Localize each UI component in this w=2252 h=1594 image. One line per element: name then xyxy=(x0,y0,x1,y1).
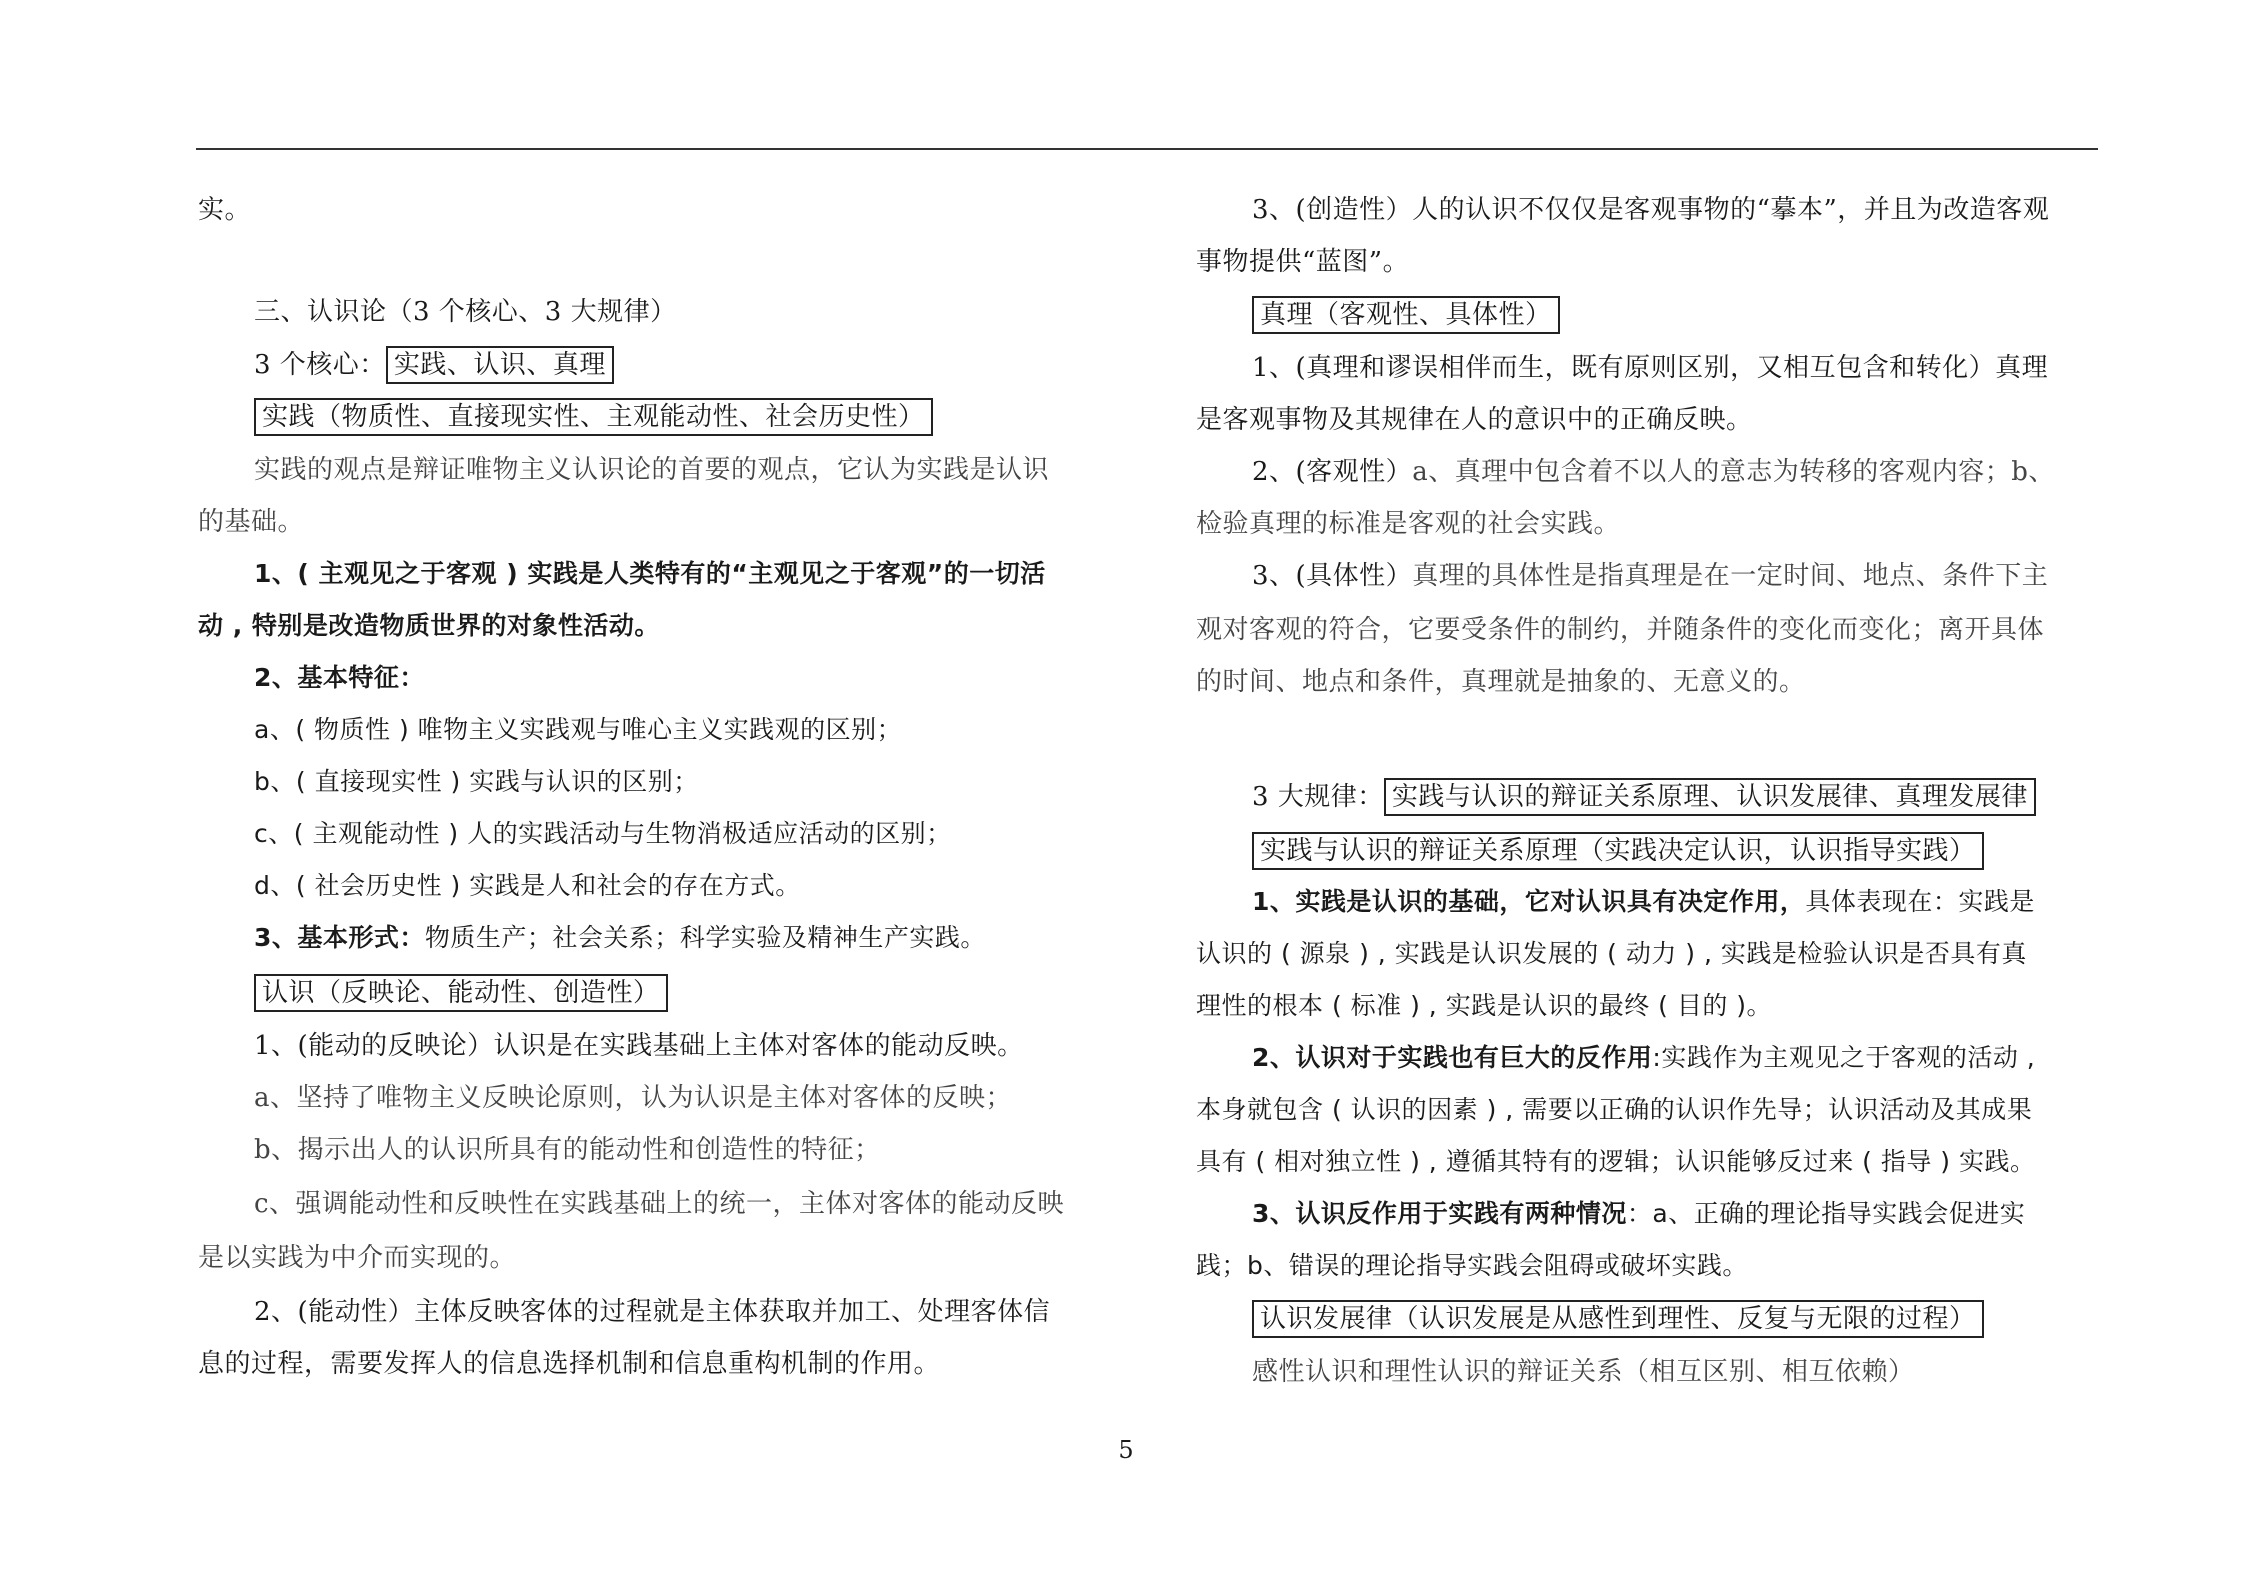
text-line: 感性认识和理性认识的辩证关系（相互区别、相互依赖） xyxy=(1252,1357,1915,1387)
text-line: a、坚持了唯物主义反映论原则，认为认识是主体对客体的反映； xyxy=(254,1083,1013,1113)
text-line: 动 , 特别是改造物质世界的对象性活动。 xyxy=(198,611,660,640)
core-box: 实践、认识、真理 xyxy=(386,346,614,384)
text-line: 2、(能动性）主体反映客体的过程就是主体获取并加工、处理客体信 xyxy=(254,1297,1051,1327)
form-text: 物质生产；社会关系；科学实验及精神生产实践。 xyxy=(424,923,986,952)
text-line xyxy=(1252,1040,2035,1076)
text-line: 的基础。 xyxy=(198,507,305,537)
page-number: 5 xyxy=(1118,1436,1134,1464)
cases-bold: 3、认识反作用于实践有两种情况 xyxy=(1252,1199,1627,1228)
text-line: 理性的根本 ( 标准 ) , 实践是认识的最终 ( 目的 )。 xyxy=(1196,991,1773,1020)
text-line xyxy=(1252,884,2035,920)
practice-heading xyxy=(254,398,933,434)
section-heading: 三、认识论（3 个核心、3 大规律） xyxy=(254,297,677,327)
objectivity-label: 2、(客观性） xyxy=(1252,457,1413,487)
laws-box: 实践与认识的辩证关系原理、认识发展律、真理发展律 xyxy=(1384,778,2036,816)
text-line: d、( 社会历史性 ) 实践是人和社会的存在方式。 xyxy=(254,871,801,900)
text-line: 是客观事物及其规律在人的意识中的正确反映。 xyxy=(1196,405,1753,435)
text-line: 3、(创造性）人的认识不仅仅是客观事物的“摹本”，并且为改造客观 xyxy=(1252,195,2050,225)
text-line: 践；b、错误的理论指导实践会阻碍或破坏实践。 xyxy=(1196,1251,1748,1280)
reaction-text: :实践作为主观见之于客观的活动 , xyxy=(1652,1043,2036,1072)
text-line: 是以实践为中介而实现的。 xyxy=(198,1243,517,1273)
truth-box: 真理（客观性、具体性） xyxy=(1252,296,1560,334)
objectivity-text: a、真理中包含着不以人的意志为转移的客观内容；b、 xyxy=(1412,457,2055,487)
form-label: 3、基本形式： xyxy=(254,923,425,952)
header-rule xyxy=(196,148,2098,150)
truth-heading xyxy=(1252,296,1560,332)
text-line xyxy=(1252,454,2055,490)
text-line: 1、( 主观见之于客观 ) 实践是人类特有的“主观见之于客观”的一切活 xyxy=(254,559,1046,588)
dialectic-box: 实践与认识的辩证关系原理（实践决定认识，认识指导实践） xyxy=(1252,832,1984,870)
reaction-bold: 2、认识对于实践也有巨大的反作用 xyxy=(1252,1043,1653,1072)
text-line xyxy=(1252,1196,2025,1232)
cognition-box: 认识（反映论、能动性、创造性） xyxy=(254,974,668,1012)
text-line xyxy=(1252,558,2048,594)
text-line: 息的过程，需要发挥人的信息选择机制和信息重构机制的作用。 xyxy=(198,1349,941,1379)
cognition-heading xyxy=(254,974,668,1010)
laws-line xyxy=(1252,778,2036,814)
practice-box: 实践（物质性、直接现实性、主观能动性、社会历史性） xyxy=(254,398,933,436)
text-line: b、揭示出人的认识所具有的能动性和创造性的特征； xyxy=(254,1135,881,1165)
text-line: 1、(能动的反映论）认识是在实践基础上主体对客体的能动反映。 xyxy=(254,1031,1024,1061)
text-line: 认识的 ( 源泉 ) , 实践是认识发展的 ( 动力 ) , 实践是检验认识是否具有真 xyxy=(1196,939,2027,968)
development-box: 认识发展律（认识发展是从感性到理性、反复与无限的过程） xyxy=(1252,1300,1984,1338)
cases-text: ：a、正确的理论指导实践会促进实 xyxy=(1626,1199,2026,1228)
text-line: 的时间、地点和条件，真理就是抽象的、无意义的。 xyxy=(1196,667,1806,697)
text-line: b、( 直接现实性 ) 实践与认识的区别； xyxy=(254,767,699,796)
text-line: c、强调能动性和反映性在实践基础上的统一，主体对客体的能动反映 xyxy=(254,1189,1065,1219)
text-line: 2、基本特征： xyxy=(254,663,425,692)
laws-label: 3 大规律： xyxy=(1252,782,1384,812)
core-line xyxy=(254,346,614,382)
basis-bold: 1、实践是认识的基础，它对认识具有决定作用， xyxy=(1252,887,1806,916)
dialectic-heading xyxy=(1252,832,1984,868)
text-line: 1、(真理和谬误相伴而生，既有原则区别，又相互包含和转化）真理 xyxy=(1252,353,2049,383)
text-line: 检验真理的标准是客观的社会实践。 xyxy=(1196,509,1621,539)
text-line: 本身就包含 ( 认识的因素 ) , 需要以正确的认识作先导；认识活动及其成果 xyxy=(1196,1095,2033,1124)
core-label: 3 个核心： xyxy=(254,350,386,380)
text-line: 观对客观的符合，它要受条件的制约，并随条件的变化而变化；离开具体 xyxy=(1196,615,2045,645)
text-line: 事物提供“蓝图”。 xyxy=(1196,247,1410,277)
text-line xyxy=(254,920,986,956)
concreteness-label: 3、(具体性） xyxy=(1252,561,1413,591)
concreteness-text: 真理的具体性是指真理是在一定时间、地点、条件下主 xyxy=(1412,561,2049,591)
text-line: 具有 ( 相对独立性 ) , 遵循其特有的逻辑；认识能够反过来 ( 指导 ) 实践。 xyxy=(1196,1147,2036,1176)
text-line: 实。 xyxy=(198,195,252,225)
text-line: a、( 物质性 ) 唯物主义实践观与唯心主义实践观的区别； xyxy=(254,715,903,744)
basis-text: 具体表现在：实践是 xyxy=(1805,887,2035,916)
development-heading xyxy=(1252,1300,1984,1336)
text-line: c、( 主观能动性 ) 人的实践活动与生物消极适应活动的区别； xyxy=(254,819,952,848)
text-line: 实践的观点是辩证唯物主义认识论的首要的观点，它认为实践是认识 xyxy=(254,455,1050,485)
